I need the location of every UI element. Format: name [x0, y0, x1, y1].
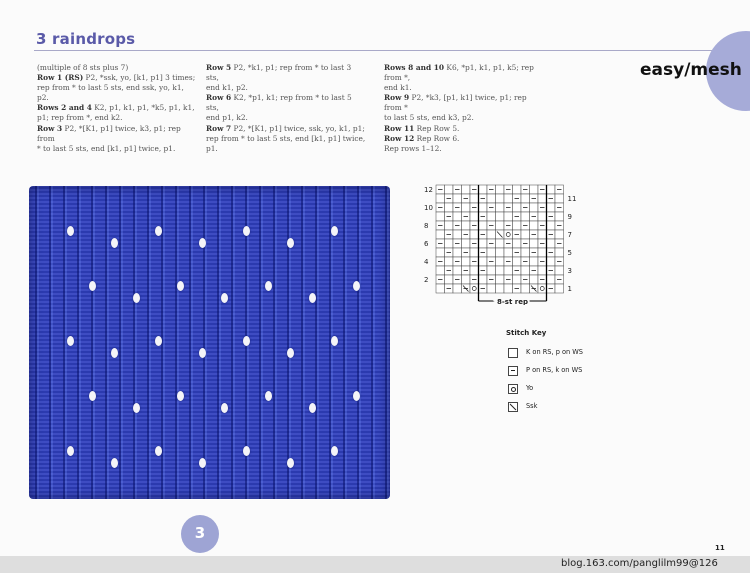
chart-cells — [436, 185, 564, 293]
eyelet-hole — [67, 226, 74, 236]
chart-cell — [547, 221, 556, 230]
chart-cell — [555, 230, 564, 239]
eyelet-hole — [331, 226, 338, 236]
instruction-line — [384, 113, 544, 123]
instruction-line — [384, 63, 544, 83]
chart-cell — [513, 257, 522, 266]
chart-cell — [436, 230, 445, 239]
chart-cell — [445, 221, 454, 230]
chart-cell — [496, 275, 505, 284]
chart-cell — [521, 284, 530, 293]
instruction-text: end k1. — [384, 83, 412, 93]
eyelet-hole — [265, 391, 272, 401]
yarn-over-icon — [508, 384, 518, 394]
pattern-title: 3 raindrops — [36, 30, 136, 48]
chart-cell — [521, 230, 530, 239]
chart-cell — [555, 194, 564, 203]
chart-cell — [496, 212, 505, 221]
ssk-icon — [508, 402, 518, 412]
chart-cell — [530, 221, 539, 230]
chart-cell — [555, 212, 564, 221]
chart-cell — [538, 194, 547, 203]
instruction-line — [384, 93, 544, 113]
chart-cell — [555, 248, 564, 257]
chart-cell — [470, 266, 479, 275]
instruction-line — [37, 113, 197, 123]
instruction-text: to last 5 sts, end k3, p2. — [384, 113, 474, 123]
instruction-text: P2, *k1, p1; rep from * to last 3 sts, — [206, 63, 352, 83]
chart-cell — [504, 194, 513, 203]
instruction-line — [384, 124, 544, 134]
repeat-label: 8-st rep — [497, 298, 528, 305]
row-number-right: 3 — [567, 267, 572, 275]
chart-cell — [496, 194, 505, 203]
row-label: Row 3 — [37, 123, 63, 133]
chart-cell — [479, 185, 488, 194]
instruction-line — [384, 134, 544, 144]
key-label: P on RS, k on WS — [526, 366, 583, 374]
chart-cell — [513, 275, 522, 284]
eyelet-hole — [331, 336, 338, 346]
eyelet-hole — [67, 446, 74, 456]
instruction-line — [37, 73, 197, 83]
chart-cell — [530, 239, 539, 248]
row-label: Row 6 — [206, 93, 232, 103]
row-number-left: 6 — [424, 240, 429, 248]
chart-cell — [521, 194, 530, 203]
eyelet-hole — [353, 391, 360, 401]
instruction-text: K6, *p1, k1, p1, k5; rep from *, — [384, 63, 534, 83]
eyelet-hole — [89, 391, 96, 401]
key-label: Ssk — [526, 402, 538, 410]
key-label: K on RS, p on WS — [526, 348, 583, 356]
instruction-line — [206, 83, 366, 93]
eyelet-hole — [155, 226, 162, 236]
instruction-text: P2, *ssk, yo, [k1, p1] 3 times; — [83, 73, 196, 83]
eyelet-hole — [199, 348, 206, 358]
eyelet-hole — [287, 458, 294, 468]
chart-cell — [547, 239, 556, 248]
chart-cell — [530, 185, 539, 194]
chart-cell — [496, 239, 505, 248]
purl-dash-icon — [508, 366, 518, 376]
chart-cell — [504, 284, 513, 293]
header-rule — [34, 50, 734, 51]
eyelet-hole — [199, 458, 206, 468]
chart-grid — [422, 180, 592, 305]
eyelet-hole — [111, 348, 118, 358]
chart-cell — [436, 266, 445, 275]
chart-cell — [538, 266, 547, 275]
eyelet-hole — [155, 336, 162, 346]
instruction-line — [206, 63, 366, 83]
instruction-text: K2, *p1, k1; rep from * to last 5 sts, — [206, 93, 352, 113]
eyelet-hole — [177, 281, 184, 291]
chart-cell — [445, 275, 454, 284]
row-label: Row 1 (RS) — [37, 73, 84, 83]
chart-cell — [547, 185, 556, 194]
row-number-right: 11 — [567, 195, 577, 203]
chart-cell — [538, 212, 547, 221]
row-number-left: 4 — [424, 258, 429, 266]
chart-cell — [504, 230, 513, 239]
chart-cell — [479, 203, 488, 212]
row-label: Row 7 — [206, 123, 232, 133]
chart-cell — [487, 266, 496, 275]
instruction-text: P2, *[K1, p1] twice, ssk, yo, k1, p1; — [231, 123, 365, 133]
chart-cell — [530, 203, 539, 212]
eyelet-hole — [155, 446, 162, 456]
chart-cell — [538, 230, 547, 239]
row-number-right: 1 — [567, 285, 572, 293]
instruction-line — [384, 144, 544, 154]
chart-cell — [521, 266, 530, 275]
row-number-right: 5 — [567, 249, 572, 257]
chart-cell — [470, 248, 479, 257]
chapter-number: 3 — [194, 524, 206, 542]
chart-cell — [555, 284, 564, 293]
row-label: Row 11 — [384, 123, 415, 133]
chart-cell — [453, 284, 462, 293]
instructions-column-2 — [206, 63, 366, 154]
instruction-text: P2, *[K1, p1] twice, k3, p1; rep from — [37, 123, 181, 143]
chart-cell — [504, 212, 513, 221]
instruction-text: (multiple of 8 sts plus 7) — [37, 63, 129, 72]
chart-cell — [538, 248, 547, 257]
chart-cell — [462, 185, 471, 194]
row-number-left: 8 — [424, 222, 429, 230]
instruction-text: P2, *k3, [p1, k1] twice, p1; rep from * — [384, 93, 527, 113]
chart-cell — [445, 203, 454, 212]
chart-cell — [496, 284, 505, 293]
chart-cell — [479, 239, 488, 248]
chart-cell — [445, 257, 454, 266]
stitch-key-title: Stitch Key — [506, 329, 547, 337]
row-number-right: 7 — [567, 231, 572, 239]
chart-cell — [462, 257, 471, 266]
key-label: Yo — [526, 384, 534, 392]
chart-cell — [453, 248, 462, 257]
eyelet-hole — [243, 336, 250, 346]
chart-cell — [487, 284, 496, 293]
instructions-column-3 — [384, 63, 544, 154]
chart-cell — [547, 257, 556, 266]
eyelet-hole — [67, 336, 74, 346]
instruction-line — [206, 113, 366, 123]
chart-cell — [513, 203, 522, 212]
chart-cell — [453, 212, 462, 221]
instruction-text: rep from * to last 5 sts, end ssk, yo, k1, p2. — [37, 83, 184, 103]
eyelet-hole — [287, 238, 294, 248]
instruction-text: rep from * to last 5 sts, end [k1, p1] twice, p1. — [206, 133, 366, 153]
chart-cell — [513, 221, 522, 230]
instructions-column-1 — [37, 63, 197, 154]
chart-cell — [513, 239, 522, 248]
chart-cell — [530, 257, 539, 266]
eyelet-hole — [111, 458, 118, 468]
instruction-line — [384, 83, 544, 93]
instruction-text: Rep rows 1–12. — [384, 143, 442, 153]
chart-cell — [496, 203, 505, 212]
eyelet-hole — [133, 293, 140, 303]
eyelet-hole — [111, 238, 118, 248]
row-number-left: 2 — [424, 276, 429, 284]
eyelet-hole — [353, 281, 360, 291]
chart-cell — [445, 185, 454, 194]
chart-cell — [453, 194, 462, 203]
instruction-text: Rep Row 5. — [414, 123, 460, 133]
eyelet-hole — [89, 281, 96, 291]
row-label: Rows 2 and 4 — [37, 103, 92, 113]
chart-cell — [436, 284, 445, 293]
chart-cell — [538, 284, 547, 293]
chart-cell — [436, 194, 445, 203]
eyelet-hole — [199, 238, 206, 248]
eyelet-hole — [309, 293, 316, 303]
instruction-line — [206, 93, 366, 113]
eyelet-hole — [221, 293, 228, 303]
chart-cell — [496, 185, 505, 194]
chart-cell — [470, 284, 479, 293]
eyelet-hole — [221, 403, 228, 413]
row-label: Row 9 — [384, 93, 410, 103]
eyelet-hole — [331, 446, 338, 456]
instruction-line — [206, 134, 366, 154]
chart-cell — [462, 221, 471, 230]
watermark: blog.163.com/panglilm99@126 — [561, 558, 718, 569]
instruction-line — [37, 144, 197, 154]
chart-cell — [487, 212, 496, 221]
chart-cell — [470, 230, 479, 239]
chart-cell — [504, 248, 513, 257]
chart-cell — [479, 221, 488, 230]
chart-cell — [453, 266, 462, 275]
chart-cell — [487, 194, 496, 203]
knit-square-icon — [508, 348, 518, 358]
chart-cell — [462, 203, 471, 212]
instruction-line — [37, 63, 197, 73]
eyelet-hole — [309, 403, 316, 413]
chart-cell — [547, 275, 556, 284]
chart-cell — [470, 212, 479, 221]
chart-cell — [496, 257, 505, 266]
chart-cell — [496, 248, 505, 257]
chart-cell — [487, 230, 496, 239]
eyelet-hole — [265, 281, 272, 291]
chart-cell — [496, 266, 505, 275]
instruction-text: end k1, p2. — [206, 83, 248, 93]
chart-cell — [555, 266, 564, 275]
section-label: easy/mesh — [640, 60, 742, 80]
instruction-text: Rep Row 6. — [414, 133, 460, 143]
instruction-line — [206, 124, 366, 134]
knitted-swatch-photo — [29, 186, 390, 499]
chart-cell — [462, 239, 471, 248]
instruction-text: p1; rep from *, end k2. — [37, 113, 123, 123]
chart-cell — [487, 248, 496, 257]
chart-cell — [436, 212, 445, 221]
instruction-text: end p1, k2. — [206, 113, 248, 123]
eyelet-hole — [243, 446, 250, 456]
row-number-right: 9 — [567, 213, 572, 221]
knitting-chart — [422, 180, 592, 309]
chart-cell — [547, 203, 556, 212]
chart-cell — [530, 275, 539, 284]
chart-cell — [436, 248, 445, 257]
instruction-text: K2, p1, k1, p1, *k5, p1, k1, — [91, 103, 195, 113]
row-number-left: 10 — [424, 204, 433, 212]
page-number: 11 — [715, 544, 725, 552]
chart-cell — [462, 275, 471, 284]
chart-cell — [513, 185, 522, 194]
row-label: Rows 8 and 10 — [384, 63, 445, 72]
eyelet-hole — [177, 391, 184, 401]
chart-cell — [470, 194, 479, 203]
instruction-line — [37, 124, 197, 144]
chapter-number-badge — [181, 515, 219, 553]
chart-cell — [479, 275, 488, 284]
chart-cell — [479, 257, 488, 266]
chart-cell — [504, 266, 513, 275]
chart-cell — [496, 221, 505, 230]
chart-cell — [445, 239, 454, 248]
chart-cell — [453, 230, 462, 239]
row-number-left: 12 — [424, 186, 433, 194]
eyelet-hole — [243, 226, 250, 236]
instruction-line — [37, 103, 197, 113]
chart-cell — [521, 248, 530, 257]
row-label: Row 12 — [384, 133, 415, 143]
eyelet-hole — [287, 348, 294, 358]
eyelet-hole — [133, 403, 140, 413]
row-label: Row 5 — [206, 63, 232, 72]
chart-cell — [521, 212, 530, 221]
instruction-line — [37, 83, 197, 103]
instruction-text: * to last 5 sts, end [k1, p1] twice, p1. — [37, 143, 176, 153]
